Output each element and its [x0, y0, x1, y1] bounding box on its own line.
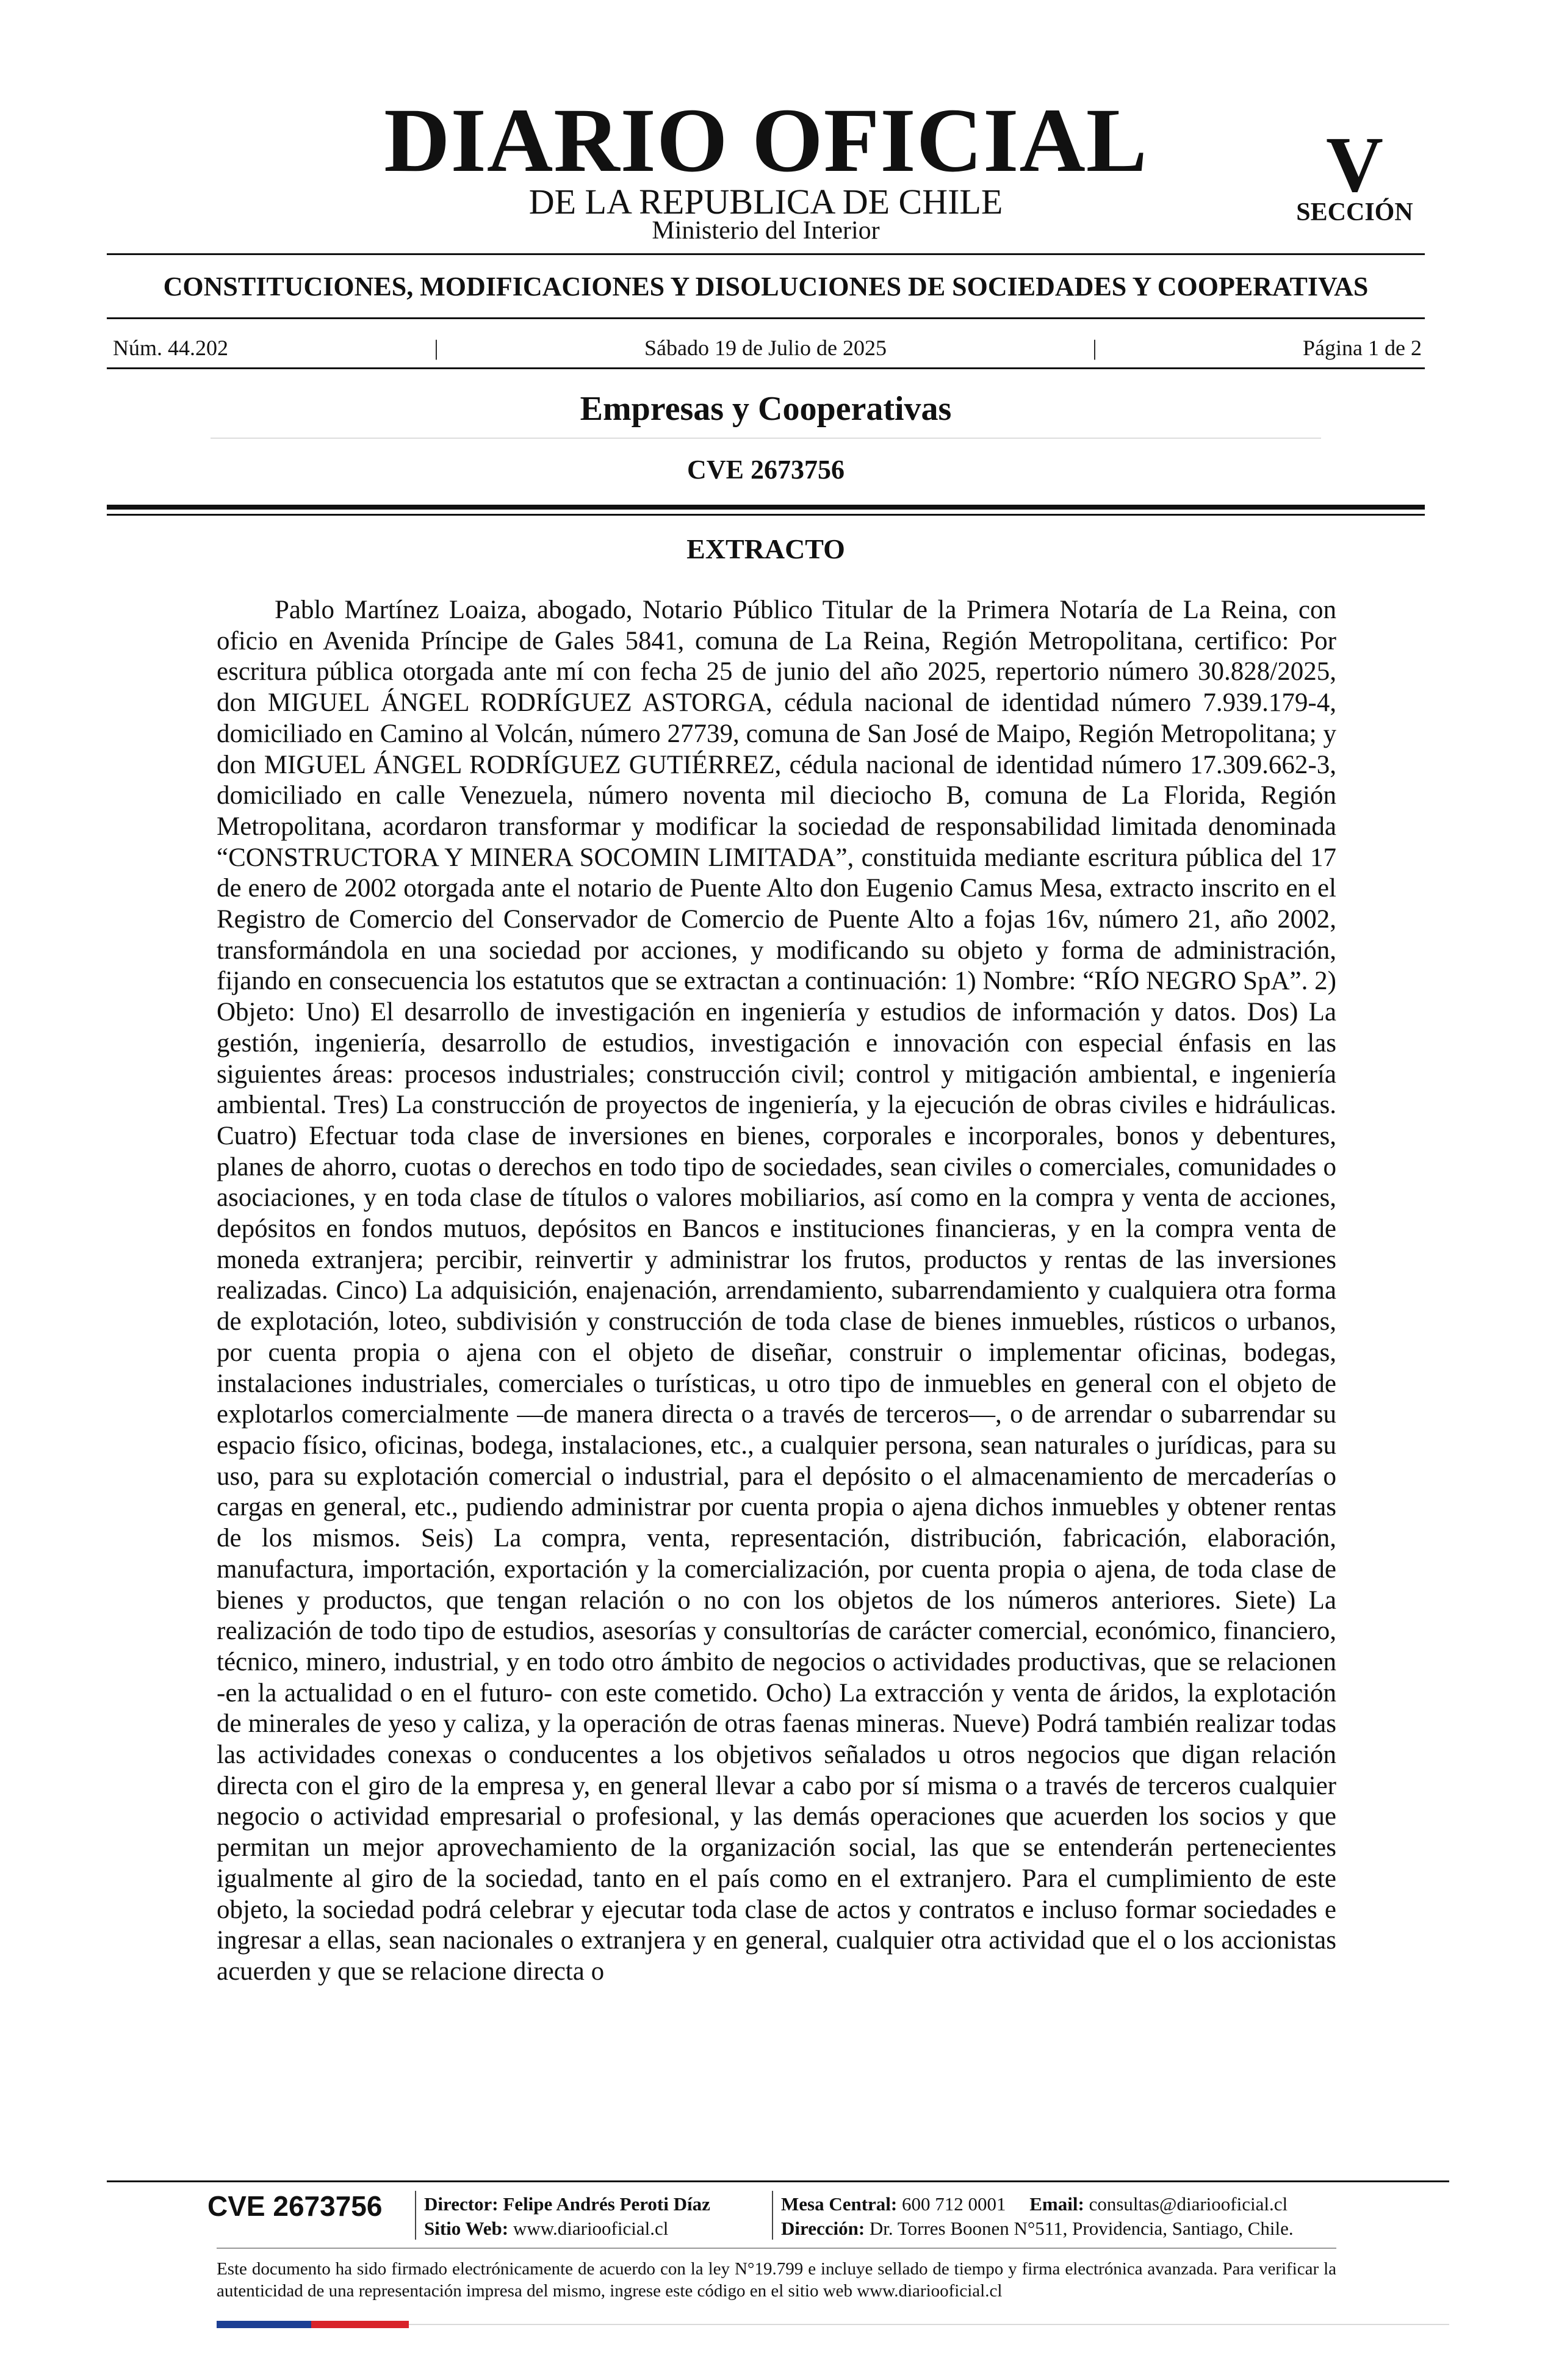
category-title: Empresas y Cooperativas [580, 390, 952, 428]
phone-value: 600 712 0001 [902, 2193, 1006, 2215]
document-body: Pablo Martínez Loaiza, abogado, Notario Público Titular de la Primera Notaría de La Reina, con oficio en Avenida Príncipe de Gales 5841, comuna de La Reina, Región Metropolitana, certifico: Por escritura pública otorgada ante mí con fecha 25 de junio del año 2025, repertorio número 30.828/2025, don MIGUEL ÁNGEL RODRÍGUEZ ASTORGA, cédula nacional de identidad número 7.939.179-4, domiciliado en Camino al Volcán, número 27739, comuna de San José de Maipo, Región Metropolitana; y don MIGUEL ÁNGEL RODRÍGUEZ GUTIÉRREZ, cédula nacional de identidad número 17.309.662-3, domiciliado en calle Venezuela, número noventa mil dieciocho B, comuna de La Florida, Región Metropolitana, acordaron transformar y modificar la sociedad de responsabilidad limitada denominada “CONSTRUCTORA Y MINERA SOCOMIN LIMITADA”, constituida mediante escritura pública del 17 de enero de 2002 otorgada ante el notario de Puente Alto don Eugenio Camus Mesa, extracto inscrito en el Registro de Comercio del Conservador de Comercio de Puente Alto a fojas 16v, número 21, año 2002, transformándola en una sociedad por acciones, y modificando su objeto y forma de administración, fijando en consecuencia los estatutos que se extractan a continuación: 1) Nombre: “RÍO NEGRO SpA”. 2) Objeto: Uno) El desarrollo de investigación en ingeniería y estudios de información y datos. Dos) La gestión, ingeniería, desarrollo de estudios, investigación e innovación con especial énfasis en las siguientes áreas: procesos industriales; construcción civil; control y mitigación ambiental, e ingeniería ambiental. Tres) La construcción de proyectos de ingeniería, y la ejecución de obras civiles e hidráulicas. Cuatro) Efectuar toda clase de inversiones en bienes, corporales e incorporales, bonos y debentures, planes de ahorro, cuotas o derechos en todo tipo de sociedades, sean civiles o comerciales, comunidades o asociaciones, y en toda clase de títulos o valores mobiliarios, así como en la compra y venta de acciones, depósitos en fondos mutuos, depósitos en Bancos e instituciones financieras, y en la compra venta de moneda extranjera; percibir, reinvertir y administrar los frutos, productos y rentas de las inversiones realizadas. Cinco) La adquisición, enajenación, arrendamiento, subarrendamiento y cualquiera otra forma de explotación, loteo, subdivisión y construcción de toda clase de bienes inmuebles, rústicos o urbanos, por cuenta propia o ajena con el objeto de diseñar, construir o implementar oficinas, bodegas, instalaciones industriales, comerciales o turísticas, u otro tipo de inmuebles en general con el objeto de explotarlos comercialmente —de manera directa o a través de terceros—, o de arrendar o subarrendar su espacio físico, oficinas, bodega, instalaciones, etc., a cualquier persona, sean naturales o jurídicas, para su uso, para su explotación comercial o industrial, para el depósito o el almacenamiento de mercaderías o cargas en general, etc., pudiendo administrar por cuenta propia o ajena dichos inmuebles y obtener rentas de los mismos. Seis) La compra, venta, representación, distribución, fabricación, elaboración, manufactura, importación, exportación y la comercialización, por cuenta propia o ajena, de toda clase de bienes y productos, que tengan relación o no con los objetos de los números anteriores. Siete) La realización de todo tipo de estudios, asesorías y consultorías de carácter comercial, económico, financiero, técnico, minero, industrial, y en todo otro ámbito de negocios o actividades productivas, que se relacionen -en la actualidad o en el futuro- con este cometido. Ocho) La extracción y venta de áridos, la explotación de minerales de yeso y caliza, y la operación de otras faenas mineras. Nueve) Podrá también realizar todas las actividades conexas o conducentes a los objetivos señalados u otros negocios que digan relación directa con el giro de la empresa y, en general llevar a cabo por sí misma o a través de terceros cualquier negocio o actividad empresarial o profesional, y las demás operaciones que acuerden los socios y que permitan un mejor aprovechamiento de la organización social, las que se entenderán pertenecientes igualmente al giro de la sociedad, tanto en el país como en el extranjero. Para el cumplimiento de este objeto, la sociedad podrá celebrar y ejecutar toda clase de actos y contratos e incluso formar sociedades e ingresar a ellas, sean nacionales o extranjera y en general, cualquier otra actividad que el o los accionistas acuerden y que se relacione directa o [217, 596, 1336, 1986]
site-link[interactable]: www.diariooficial.cl [513, 2218, 669, 2239]
footer-cve-code: CVE 2673756 [207, 2190, 383, 2222]
footer-contact [781, 2192, 1288, 2216]
document-title: EXTRACTO [686, 533, 845, 564]
flag-stripe-red [311, 2321, 409, 2328]
title-rule-thin [107, 514, 1425, 516]
section-heading: CONSTITUCIONES, MODIFICACIONES Y DISOLUCIONES DE SOCIEDADES Y COOPERATIVAS [163, 272, 1369, 301]
section-letter: V [1326, 121, 1383, 209]
footer-site [424, 2216, 668, 2241]
address-label: Dirección: [781, 2218, 865, 2239]
header-rule-bottom [107, 367, 1425, 369]
issue-separator: | [1092, 336, 1097, 360]
title-rule-thick [107, 505, 1425, 510]
legal-notice: Este documento ha sido firmado electrónicamente de acuerdo con la ley N°19.799 e incluye sellado de tiempo y firma electrónica avanzada. Para verificar la autenticidad de una representación impresa del mismo, ingrese este código en el sitio web www.diariooficial.cl [217, 2259, 1336, 2301]
footer-director [424, 2192, 710, 2216]
email-link[interactable]: consultas@diariooficial.cl [1089, 2193, 1288, 2215]
header-rule-mid [107, 317, 1425, 319]
footer-rule-bottom [217, 2248, 1336, 2249]
director-label: Director: [424, 2193, 499, 2215]
masthead-title: DIARIO OFICIAL [384, 90, 1148, 191]
issue-date: Sábado 19 de Julio de 2025 [644, 336, 887, 360]
phone-label: Mesa Central: [781, 2193, 898, 2215]
footer-divider [415, 2191, 416, 2240]
site-label: Sitio Web: [424, 2218, 509, 2239]
issue-separator: | [434, 336, 439, 360]
issue-info-row [113, 333, 1422, 363]
header-rule-top [107, 253, 1425, 255]
issue-page: Página 1 de 2 [1303, 336, 1422, 360]
director-name: Felipe Andrés Peroti Díaz [503, 2193, 710, 2215]
footer-address [781, 2216, 1294, 2241]
issue-number: Núm. 44.202 [113, 336, 228, 360]
section-label: SECCIÓN [1296, 198, 1413, 226]
masthead-ministry: Ministerio del Interior [652, 217, 880, 245]
masthead-subtitle: DE LA REPUBLICA DE CHILE [528, 182, 1003, 222]
address-value: Dr. Torres Boonen N°511, Providencia, Santiago, Chile. [869, 2218, 1294, 2239]
footer-divider [772, 2191, 773, 2240]
cve-code: CVE 2673756 [687, 455, 845, 485]
flag-stripe-line [409, 2324, 1449, 2325]
footer-rule-top [107, 2180, 1449, 2182]
flag-stripe-blue [217, 2321, 311, 2328]
email-label: Email: [1029, 2193, 1084, 2215]
category-divider [211, 438, 1321, 439]
